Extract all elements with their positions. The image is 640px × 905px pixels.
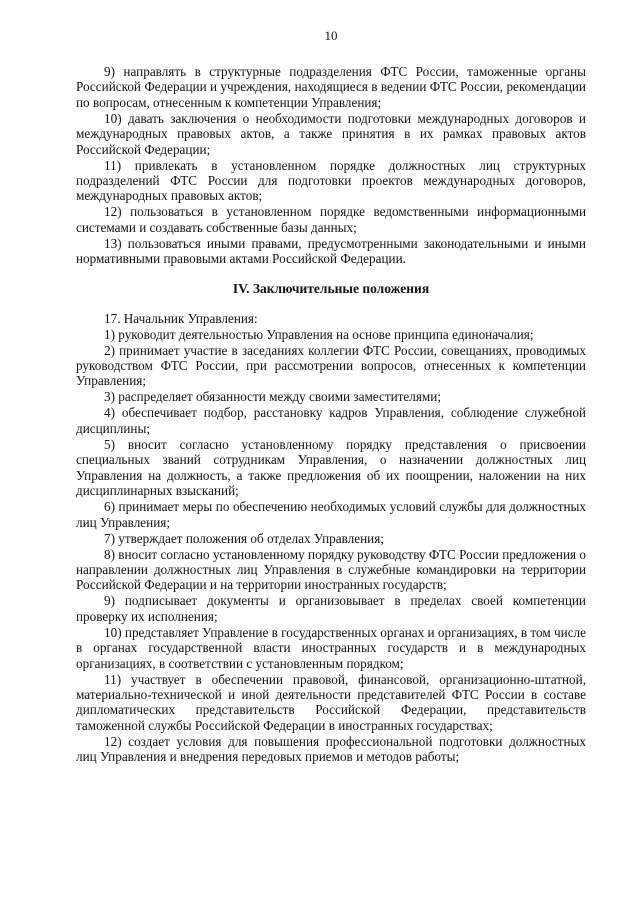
list-item: 9) направлять в структурные подразделения ФТС России, таможенные органы Российской Федерации и учреждения, находящиеся в ведении ФТС России, рекомендации по вопросам, отнесенным к компетенции Управления;: [76, 64, 586, 110]
list-item: 11) участвует в обеспечении правовой, финансовой, организационно-штатной, материально-технической и иной деятельности представителей ФТС России в составе дипломатических представительств Российской Федерации, представительств таможенной службы Российской Федерации в иностранных государствах;: [76, 671, 586, 733]
list-item: 12) создает условия для повышения профессиональной подготовки должностных лиц Управления и внедрения передовых приемов и методов работы;: [76, 733, 586, 765]
list-item: 5) вносит согласно установленному порядку представления о присвоении специальных званий сотрудникам Управления, о назначении должностных лиц Управления на должность, а также предложения об их поощрении, наложении на них дисциплинарных взысканий;: [76, 436, 586, 499]
section-heading: IV. Заключительные положения: [232, 280, 430, 296]
document-page: [76, 28, 586, 765]
list-item: 9) подписывает документы и организовывает в пределах своей компетенции проверку их исполнения;: [76, 593, 586, 624]
list-item: 11) привлекать в установленном порядке должностных лиц структурных подразделений ФТС России для подготовки проектов международных договоров, международных правовых актов;: [76, 157, 586, 204]
list-item: 10) представляет Управление в государственных органах и организациях, в том числе в органах государственной власти иностранных государств и в международных организациях, в соответствии с установленным порядком;: [76, 624, 586, 671]
list-item: 8) вносит согласно установленному порядку руководству ФТС России предложения о направлении должностных лиц Управления в служебные командировки на территории Российской Федерации и на территории иностранных государств;: [76, 546, 586, 593]
list-item: 12) пользоваться в установленном порядке ведомственными информационными системами и создавать собственные базы данных;: [76, 204, 586, 235]
list-item: 6) принимает меры по обеспечению необходимых условий службы для должностных лиц Управления;: [76, 499, 586, 530]
list-item: 10) давать заключения о необходимости подготовки международных договоров и международных правовых актов, а также принятия в их рамках правовых актов Российской Федерации;: [76, 110, 586, 157]
clause-title: 17. Начальник Управления:: [104, 310, 258, 326]
list-item: 3) распределяет обязанности между своими заместителями;: [104, 389, 441, 405]
list-item: 1) руководит деятельностью Управления на основе принципа единоначалия;: [104, 326, 534, 342]
list-item: 7) утверждает положения об отделах Управления;: [104, 530, 384, 546]
page-number: 10: [324, 28, 338, 43]
list-item: 2) принимает участие в заседаниях коллегии ФТС России, совещаниях, проводимых руководством ФТС России, при рассмотрении вопросов, отнесенных к компетенции Управления;: [76, 342, 586, 389]
list-item: 4) обеспечивает подбор, расстановку кадров Управления, соблюдение служебной дисциплины;: [76, 405, 586, 436]
list-item: 13) пользоваться иными правами, предусмотренными законодательными и иными нормативными правовыми актами Российской Федерации.: [76, 235, 586, 267]
head-duties-list: [76, 311, 586, 765]
rights-list: [76, 64, 586, 267]
